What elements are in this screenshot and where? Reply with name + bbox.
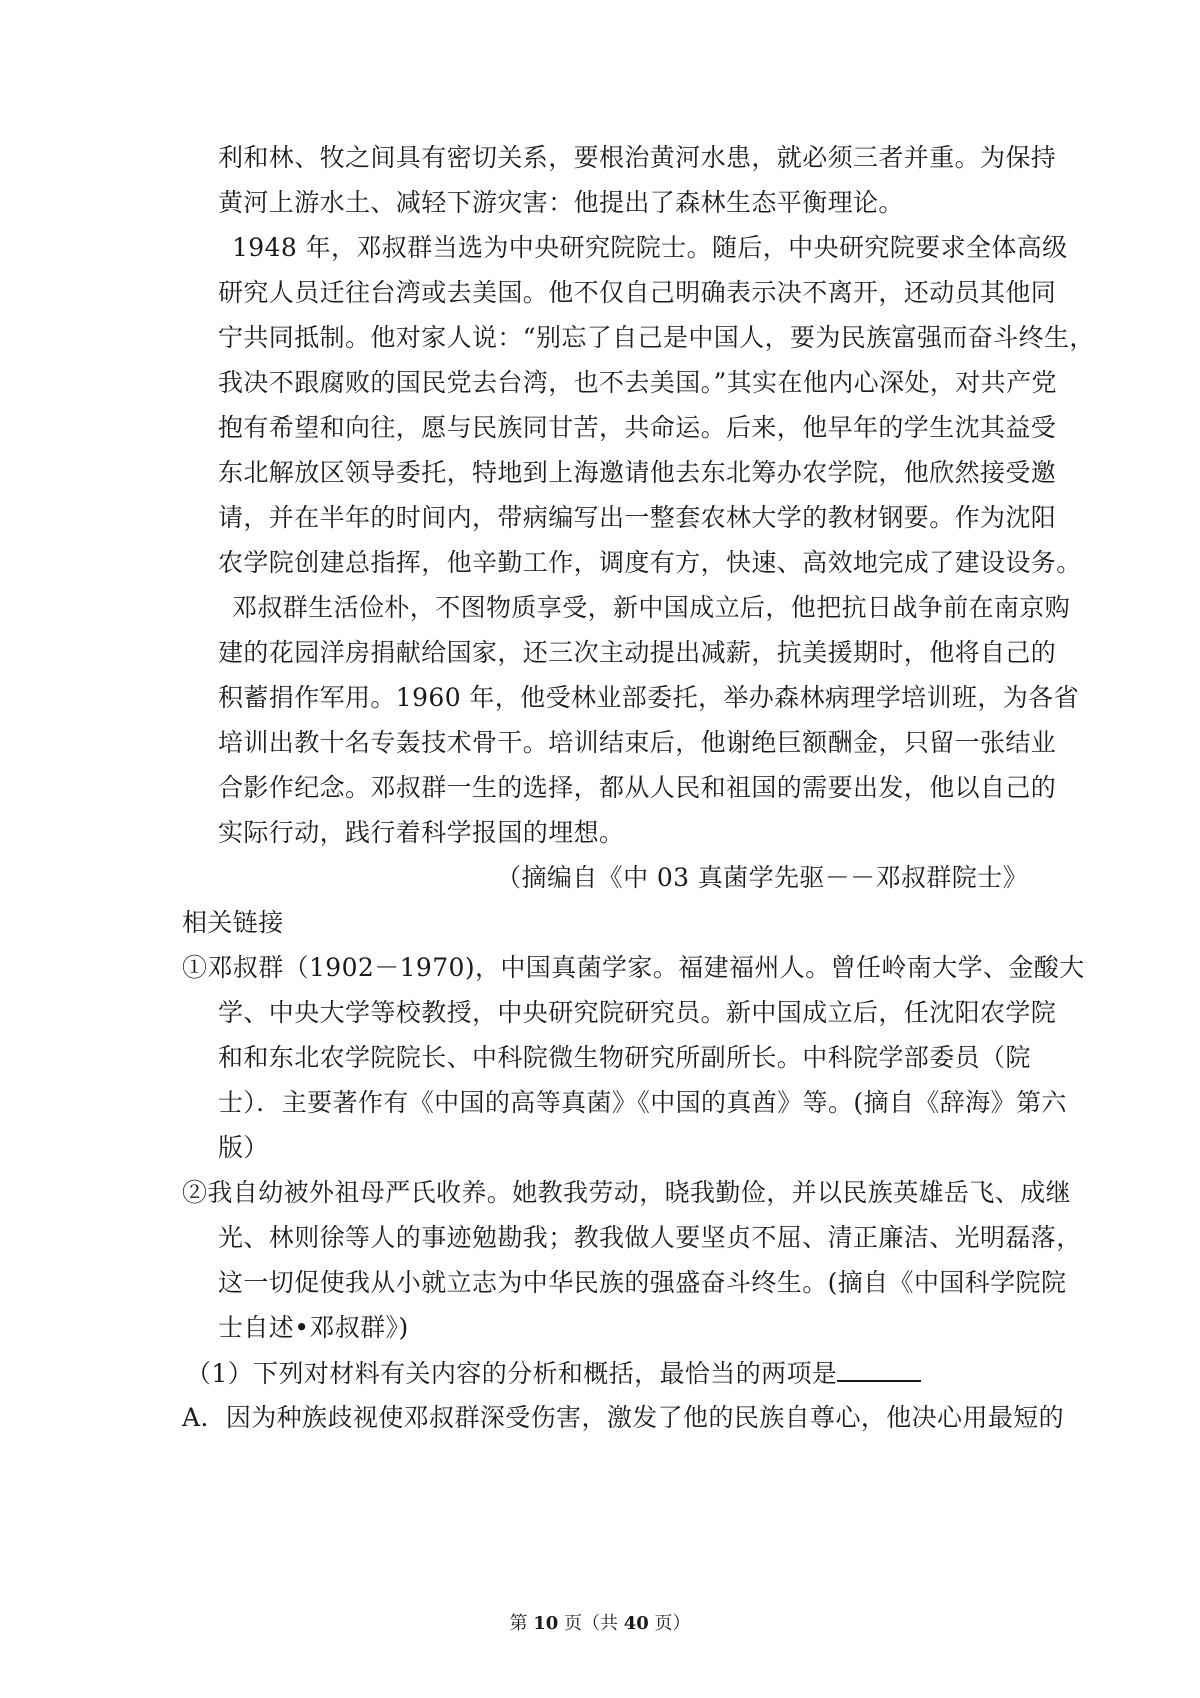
question-stem: [186, 1358, 921, 1389]
footer-total-pages: 40: [623, 1613, 649, 1634]
footer-prefix: 第: [509, 1613, 528, 1634]
option-a: A．因为种族歧视使邓叔群深受伤害，激发了他的民族自尊心，他决心用最短的: [182, 1403, 1065, 1432]
article-line: 1948 年，邓叔群当选为中央研究院院士。随后，中央研究院要求全体高级: [232, 233, 1068, 262]
article-line: 利和林、牧之间具有密切关系，要根治黄河水患，就必须三者并重。为保持: [218, 143, 1057, 172]
article-line: 抱有希望和向往，愿与民族同甘苦，共命运。后来，他早年的学生沈其益受: [218, 413, 1057, 442]
article-line: 黄河上游水土、减轻下游灾害：他提出了森林生态平衡理论。: [218, 188, 904, 217]
link-item-line: 士自述•邓叔群》): [218, 1313, 409, 1342]
article-line: 实际行动，践行着科学报国的埋想。: [218, 818, 625, 847]
link-item-line: 版）: [218, 1133, 269, 1162]
link-item-line: 这一切促使我从小就立志为中华民族的强盛奋斗终生。(摘自《中国科学院院: [218, 1268, 1067, 1297]
article-line: 请，并在半年的时间内，带病编写出一整套农林大学的教材钢要。作为沈阳: [218, 503, 1057, 532]
link-item-line: 士）．主要著作有《中国的高等真菌》《中国的真酋》等。(摘自《辞海》第六: [218, 1088, 1067, 1117]
article-line: 培训出教十名专轰技术骨干。培训结束后，他谢绝巨额酬金，只留一张结业: [218, 728, 1057, 757]
link-item-line: 和和东北农学院院长、中科院微生物研究所副所长。中科院学部委员（院: [218, 1043, 1031, 1072]
link-item-line: ②我自幼被外祖母严氏收养。她教我劳动，晓我勤俭，并以民族英雄岳飞、成继: [182, 1178, 1072, 1207]
footer-middle: 页（共: [564, 1613, 618, 1634]
source-attribution: （摘编自《中 03 真菌学先驱－－邓叔群院士》: [496, 863, 1028, 892]
page-footer: [0, 1612, 1200, 1636]
article-line: 研究人员迁往台湾或去美国。他不仅自己明确表示决不离开，还动员其他同: [218, 278, 1057, 307]
answer-blank[interactable]: [837, 1358, 921, 1382]
article-line: 合影作纪念。邓叔群一生的选择，都从人民和祖国的需要出发，他以自己的: [218, 773, 1057, 802]
article-line: 建的花园洋房捐献给国家，还三次主动提出减薪，抗美援期时，他将自己的: [218, 638, 1057, 667]
link-item-line: 光、林则徐等人的事迹勉勘我；教我做人要坚贞不屈、清正廉洁、光明磊落，: [218, 1223, 1082, 1252]
article-line: 农学院创建总指挥，他辛勤工作，调度有方，快速、高效地完成了建设设务。: [218, 548, 1082, 577]
article-line: 邓叔群生活俭朴，不图物质享受，新中国成立后，他把抗日战争前在南京购: [232, 593, 1071, 622]
footer-suffix: 页）: [654, 1613, 691, 1634]
article-line: 东北解放区领导委托，特地到上海邀请他去东北筹办农学院，他欣然接受邀: [218, 458, 1057, 487]
question-stem-text: （1）下列对材料有关内容的分析和概括，最恰当的两项是: [186, 1359, 838, 1388]
link-item-line: ①邓叔群（1902－1970)，中国真菌学家。福建福州人。曾任岭南大学、金酸大: [182, 953, 1085, 982]
link-item-line: 学、中央大学等校教授，中央研究院研究员。新中国成立后，任沈阳农学院: [218, 998, 1057, 1027]
article-line: 宁共同抵制。他对家人说：“别忘了自己是中国人，要为民族富强而奋斗终生，: [218, 323, 1095, 352]
section-heading: 相关链接: [182, 908, 284, 937]
article-line: 积蓄捐作军用。1960 年，他受林业部委托，举办森林病理学培训班，为各省: [218, 683, 1079, 712]
article-line: 我决不跟腐败的国民党去台湾，也不去美国。”其实在他内心深处，对共产党: [218, 368, 1057, 397]
footer-page-number: 10: [533, 1613, 559, 1634]
